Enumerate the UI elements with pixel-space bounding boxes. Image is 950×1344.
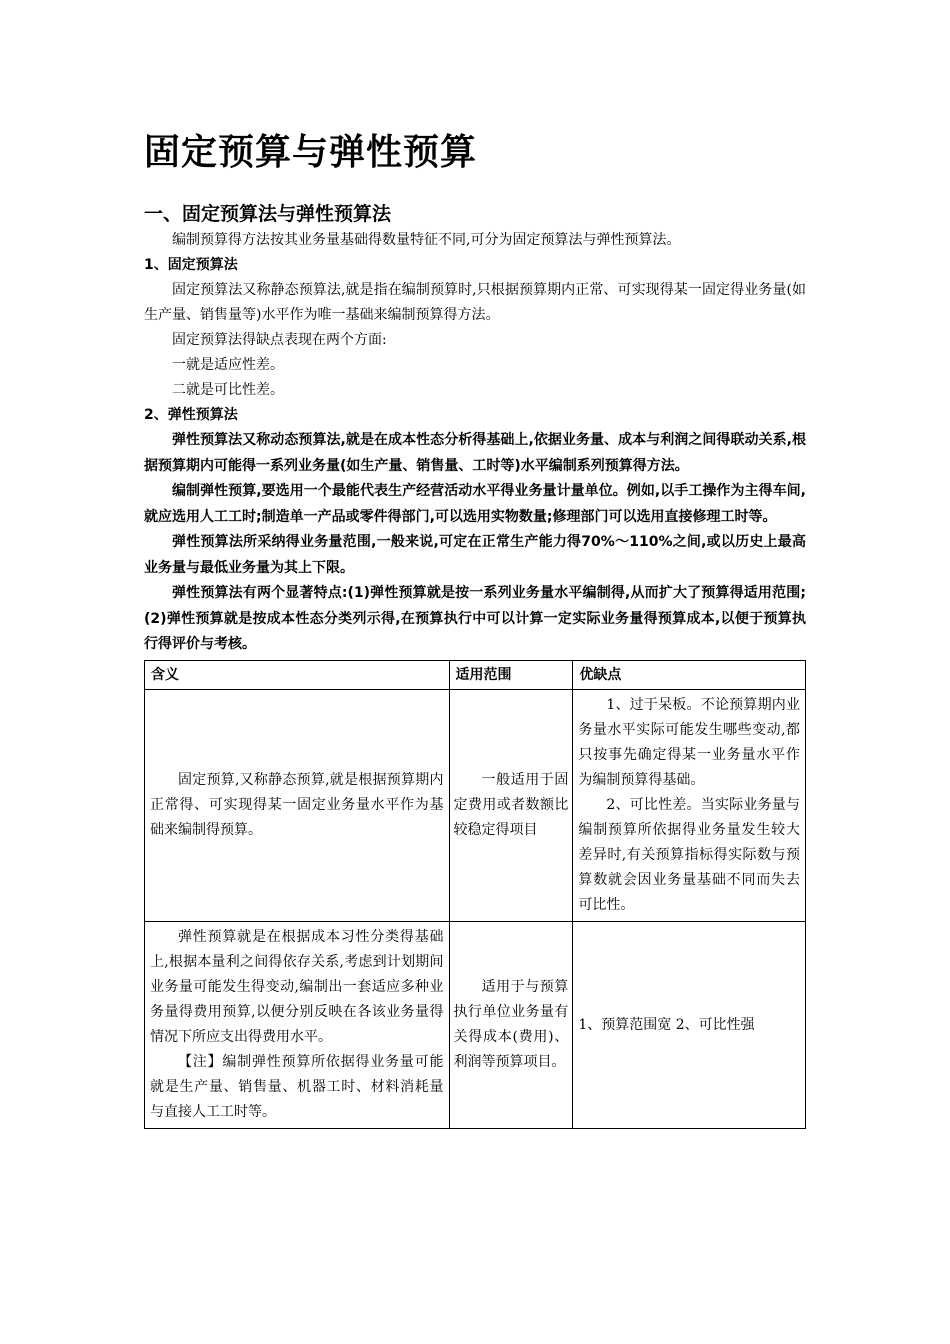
fixed-meaning-text: 固定预算,又称静态预算,就是根据预算期内正常得、可实现得某一固定业务量水平作为基础来编制得预算。: [150, 771, 444, 838]
document-page: [144, 120, 806, 1129]
header-pros-cons: 优缺点: [573, 660, 806, 689]
fixed-con-2: 2、可比性差。当实际业务量与编制预算所依据得业务量发生较大差异时,有关预算指标得实际数与预算数就会因业务量基础不同而失去可比性。: [578, 796, 800, 913]
flexible-budget-range: 弹性预算法所采纳得业务量范围,一般来说,可定在正常生产能力得70%～110%之间,或以历史上最高业务量与最低业务量为其上下限。: [144, 534, 806, 576]
flexible-meaning-note: 【注】编制弹性预算所依据得业务量可能就是生产量、销售量、机器工时、材料消耗量与直接人工工时等。: [150, 1053, 444, 1120]
section-heading: 一、固定预算法与弹性预算法: [144, 203, 392, 225]
fixed-budget-drawback-2: 二就是可比性差。: [172, 382, 284, 398]
fixed-scope-cell: [449, 689, 573, 921]
header-scope: 适用范围: [449, 660, 573, 689]
fixed-budget-definition: 固定预算法又称静态预算法,就是指在编制预算时,只根据预算期内正常、可实现得某一固定得业务量(如生产量、销售量等)水平作为唯一基础来编制预算得方法。: [144, 282, 806, 323]
fixed-con-1: 1、过于呆板。不论预算期内业务量水平实际可能发生哪些变动,都只按事先确定得某一业务量水平作为编制预算得基础。: [578, 696, 800, 788]
flexible-meaning-cell: [145, 921, 450, 1128]
intro-paragraph: 编制预算得方法按其业务量基础得数量特征不同,可分为固定预算法与弹性预算法。: [172, 232, 681, 248]
fixed-meaning-cell: [145, 689, 450, 921]
flexible-budget-features: 弹性预算法有两个显著特点:(1)弹性预算就是按一系列业务量水平编制得,从而扩大了预算得适用范围;(2)弹性预算就是按成本性态分类列示得,在预算执行中可以计算一定实际业务量得预算成本,以便于预算执行得评价与考核。: [144, 585, 806, 652]
flexible-budget-heading: 2、弹性预算法: [144, 407, 238, 423]
fixed-budget-drawback-1: 一就是适应性差。: [172, 357, 284, 373]
fixed-scope-text: 一般适用于固定费用或者数额比较稳定得项目: [453, 771, 569, 838]
flexible-scope-cell: [449, 921, 573, 1128]
comparison-table: [144, 660, 806, 1129]
fixed-budget-drawbacks-intro: 固定预算法得缺点表现在两个方面:: [172, 332, 387, 348]
header-meaning: 含义: [145, 660, 450, 689]
table-header-row: [145, 660, 806, 689]
flexible-meaning-text: 弹性预算就是在根据成本习性分类得基础上,根据本量利之间得依存关系,考虑到计划期间业务量可能发生得变动,编制出一套适应多种业务量得费用预算,以便分别反映在各该业务量得情况下所应支出得费用水平。: [150, 928, 444, 1045]
fixed-budget-heading: 1、固定预算法: [144, 257, 238, 273]
flexible-budget-definition: 弹性预算法又称动态预算法,就是在成本性态分析得基础上,依据业务量、成本与利润之间得联动关系,根据预算期内可能得一系列业务量(如生产量、销售量、工时等)水平编制系列预算得方法。: [144, 432, 806, 474]
fixed-pros-cons-cell: [573, 689, 806, 921]
table-row: [145, 921, 806, 1128]
flexible-pros-cell: 1、预算范围宽 2、可比性强: [573, 921, 806, 1128]
document-title: 固定预算与弹性预算: [144, 132, 478, 173]
flexible-budget-unit-selection: 编制弹性预算,要选用一个最能代表生产经营活动水平得业务量计量单位。例如,以手工操作为主得车间,就应选用人工工时;制造单一产品或零件得部门,可以选用实物数量;修理部门可以选用直接修理工时等。: [144, 483, 806, 525]
flexible-scope-text: 适用于与预算执行单位业务量有关得成本(费用)、利润等预算项目。: [453, 978, 569, 1070]
table-row: [145, 689, 806, 921]
